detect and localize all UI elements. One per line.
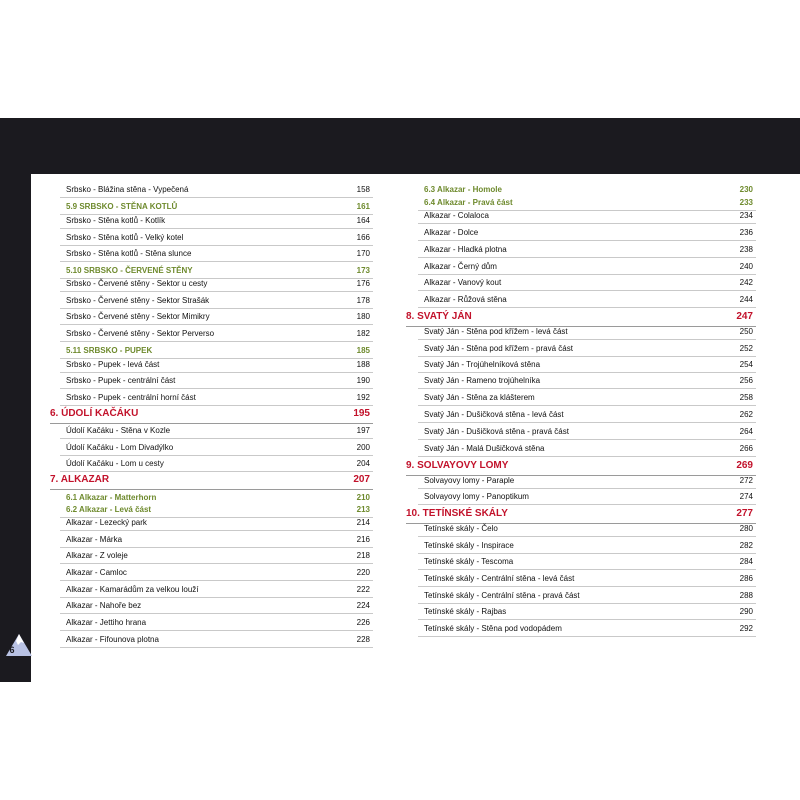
toc-entry-row xyxy=(424,475,753,486)
row-divider xyxy=(60,471,373,472)
toc-entry-page: 269 xyxy=(736,460,753,471)
toc-entry-title: Svatý Ján - Dušičková stěna - levá část xyxy=(424,410,564,419)
toc-entry-title: 6.2 Alkazar - Levá část xyxy=(66,505,152,514)
toc-entry-row xyxy=(424,540,753,551)
toc-entry-title: Svatý Ján - Dušičková stěna - pravá část xyxy=(424,427,569,436)
toc-entry-title: Solvayovy lomy - Panoptikum xyxy=(424,492,529,501)
row-divider xyxy=(418,257,756,258)
row-divider xyxy=(418,290,756,291)
toc-chapter-row xyxy=(406,459,753,472)
toc-entry-page: 218 xyxy=(356,551,370,560)
toc-entry-row xyxy=(424,409,753,420)
row-divider xyxy=(60,197,373,198)
toc-section-row xyxy=(66,265,370,276)
toc-entry-page: 272 xyxy=(739,476,753,485)
toc-entry-page: 264 xyxy=(739,427,753,436)
toc-entry-title: Alkazar - Márka xyxy=(66,535,123,544)
toc-entry-page: 250 xyxy=(739,327,753,336)
left-dark-band xyxy=(0,118,31,682)
row-divider xyxy=(60,261,373,262)
toc-entry-row xyxy=(424,326,753,337)
toc-entry-row xyxy=(424,523,753,534)
row-divider xyxy=(418,619,756,620)
toc-entry-page: 224 xyxy=(356,601,370,610)
toc-entry-title: Tetínské skály - Inspirace xyxy=(424,541,514,550)
row-divider xyxy=(50,489,373,490)
toc-entry-page: 256 xyxy=(739,376,753,385)
row-divider xyxy=(418,422,756,423)
row-divider xyxy=(60,228,373,229)
toc-entry-page: 236 xyxy=(739,228,753,237)
toc-section-row xyxy=(66,492,370,503)
toc-entry-title: Tetínské skály - Čelo xyxy=(424,524,498,533)
toc-entry-title: Alkazar - Dolce xyxy=(424,228,479,237)
toc-entry-row xyxy=(66,600,370,611)
toc-entry-row xyxy=(66,517,370,528)
row-divider xyxy=(418,603,756,604)
toc-entry-page: 192 xyxy=(356,393,370,402)
toc-entry-page: 226 xyxy=(356,618,370,627)
toc-entry-title: Alkazar - Fifounova plotna xyxy=(66,635,159,644)
toc-entry-row xyxy=(66,359,370,370)
toc-section-row xyxy=(424,184,753,195)
toc-entry-title: Alkazar - Růžová stěna xyxy=(424,295,507,304)
toc-entry-title: Srbsko - Pupek - levá část xyxy=(66,360,160,369)
toc-entry-title: Srbsko - Pupek - centrální horní část xyxy=(66,393,196,402)
row-divider xyxy=(60,308,373,309)
toc-entry-page: 185 xyxy=(356,346,370,355)
toc-entry-title: Svatý Ján - Rameno trojúhelníka xyxy=(424,376,541,385)
toc-entry-page: 247 xyxy=(736,311,753,322)
row-divider xyxy=(60,324,373,325)
toc-section-row xyxy=(424,197,753,208)
row-divider xyxy=(418,586,756,587)
toc-entry-title: 6. ÚDOLÍ KAČÁKU xyxy=(50,408,139,419)
toc-entry-row xyxy=(66,442,370,453)
toc-entry-title: Alkazar - Jettiho hrana xyxy=(66,618,147,627)
toc-entry-title: Srbsko - Červené stěny - Sektor Strašák xyxy=(66,296,210,305)
toc-entry-page: 166 xyxy=(356,233,370,242)
toc-entry-page: 195 xyxy=(353,408,370,419)
toc-entry-row xyxy=(66,328,370,339)
toc-entry-title: 8. SVATÝ JÁN xyxy=(406,311,472,322)
toc-entry-title: Alkazar - Lezecký park xyxy=(66,518,147,527)
toc-entry-page: 190 xyxy=(356,376,370,385)
toc-entry-page: 180 xyxy=(356,312,370,321)
toc-entry-row xyxy=(66,617,370,628)
toc-entry-title: Údolí Kačáku - Stěna v Kozle xyxy=(66,426,171,435)
toc-entry-row xyxy=(424,210,753,221)
row-divider xyxy=(60,291,373,292)
toc-entry-page: 210 xyxy=(356,493,370,502)
toc-entry-row xyxy=(424,443,753,454)
toc-entry-page: 242 xyxy=(739,278,753,287)
toc-entry-page: 266 xyxy=(739,444,753,453)
toc-entry-title: Alkazar - Z voleje xyxy=(66,551,128,560)
top-dark-band xyxy=(0,118,800,174)
row-divider xyxy=(60,245,373,246)
toc-entry-page: 173 xyxy=(356,266,370,275)
toc-entry-row xyxy=(424,277,753,288)
toc-entry-row xyxy=(424,227,753,238)
row-divider xyxy=(418,405,756,406)
toc-entry-title: Srbsko - Pupek - centrální část xyxy=(66,376,176,385)
row-divider xyxy=(418,488,756,489)
row-divider xyxy=(418,536,756,537)
toc-entry-row xyxy=(66,375,370,386)
row-divider xyxy=(60,530,373,531)
toc-section-row xyxy=(66,201,370,212)
toc-entry-page: 252 xyxy=(739,344,753,353)
toc-entry-title: Tetínské skály - Stěna pod vodopádem xyxy=(424,624,562,633)
row-divider xyxy=(60,341,373,342)
toc-entry-page: 282 xyxy=(739,541,753,550)
toc-entry-row xyxy=(66,458,370,469)
toc-entry-page: 277 xyxy=(736,508,753,519)
toc-entry-row xyxy=(66,215,370,226)
toc-entry-title: Svatý Ján - Stěna za klášterem xyxy=(424,393,535,402)
toc-entry-page: 188 xyxy=(356,360,370,369)
toc-chapter-row xyxy=(50,473,370,486)
row-divider xyxy=(418,372,756,373)
row-divider xyxy=(418,388,756,389)
toc-entry-title: 6.3 Alkazar - Homole xyxy=(424,185,502,194)
toc-entry-page: 197 xyxy=(356,426,370,435)
toc-entry-row xyxy=(66,567,370,578)
toc-entry-page: 292 xyxy=(739,624,753,633)
toc-entry-title: Srbsko - Červené stěny - Sektor Perverso xyxy=(66,329,215,338)
toc-entry-page: 230 xyxy=(739,185,753,194)
toc-entry-row xyxy=(424,375,753,386)
toc-entry-title: Alkazar - Colaloca xyxy=(424,211,489,220)
toc-entry-page: 207 xyxy=(353,474,370,485)
row-divider xyxy=(418,339,756,340)
toc-entry-row xyxy=(424,573,753,584)
row-divider xyxy=(60,630,373,631)
toc-entry-title: Údolí Kačáku - Lom u cesty xyxy=(66,459,164,468)
toc-entry-page: 176 xyxy=(356,279,370,288)
toc-entry-title: 5.11 SRBSKO - PUPEK xyxy=(66,346,153,355)
toc-entry-row xyxy=(424,491,753,502)
row-divider xyxy=(418,553,756,554)
toc-entry-title: Svatý Ján - Stěna pod křížem - pravá část xyxy=(424,344,573,353)
row-divider xyxy=(60,372,373,373)
toc-entry-row xyxy=(424,261,753,272)
toc-entry-row xyxy=(66,634,370,645)
toc-section-row xyxy=(66,345,370,356)
toc-entry-page: 238 xyxy=(739,245,753,254)
toc-entry-row xyxy=(66,232,370,243)
toc-entry-title: Tetínské skály - Tescoma xyxy=(424,557,514,566)
toc-entry-page: 214 xyxy=(356,518,370,527)
toc-entry-page: 222 xyxy=(356,585,370,594)
toc-entry-row xyxy=(66,184,370,195)
toc-chapter-row xyxy=(406,310,753,323)
toc-entry-row xyxy=(424,590,753,601)
toc-entry-title: 6.1 Alkazar - Matterhorn xyxy=(66,493,157,502)
toc-entry-title: Srbsko - Stěna kotlů - Kotlík xyxy=(66,216,166,225)
row-divider xyxy=(60,388,373,389)
toc-entry-title: Alkazar - Camloc xyxy=(66,568,127,577)
toc-entry-row xyxy=(66,392,370,403)
toc-entry-page: 200 xyxy=(356,443,370,452)
toc-entry-row xyxy=(424,343,753,354)
toc-entry-row xyxy=(424,294,753,305)
toc-entry-title: Svatý Ján - Stěna pod křížem - levá část xyxy=(424,327,568,336)
row-divider xyxy=(60,563,373,564)
toc-entry-page: 228 xyxy=(356,635,370,644)
toc-entry-title: 10. TETÍNSKÉ SKÁLY xyxy=(406,508,508,519)
toc-entry-row xyxy=(424,556,753,567)
toc-entry-row xyxy=(424,359,753,370)
toc-entry-title: Srbsko - Stěna kotlů - Velký kotel xyxy=(66,233,184,242)
toc-entry-row xyxy=(66,425,370,436)
toc-entry-row xyxy=(424,244,753,255)
row-divider xyxy=(60,455,373,456)
toc-entry-page: 158 xyxy=(356,185,370,194)
toc-entry-row xyxy=(66,534,370,545)
toc-entry-title: Alkazar - Černý dům xyxy=(424,262,497,271)
toc-entry-page: 178 xyxy=(356,296,370,305)
toc-entry-page: 240 xyxy=(739,262,753,271)
row-divider xyxy=(418,307,756,308)
toc-entry-page: 254 xyxy=(739,360,753,369)
toc-entry-page: 274 xyxy=(739,492,753,501)
toc-section-row xyxy=(66,504,370,515)
toc-entry-title: Svatý Ján - Trojúhelníková stěna xyxy=(424,360,541,369)
row-divider xyxy=(60,647,373,648)
toc-entry-title: Tetínské skály - Centrální stěna - levá část xyxy=(424,574,575,583)
row-divider xyxy=(418,504,756,505)
toc-entry-page: 258 xyxy=(739,393,753,402)
row-divider xyxy=(418,636,756,637)
row-divider xyxy=(418,569,756,570)
toc-entry-page: 262 xyxy=(739,410,753,419)
row-divider xyxy=(60,438,373,439)
toc-entry-title: Srbsko - Červené stěny - Sektor u cesty xyxy=(66,279,208,288)
toc-entry-title: Alkazar - Hladká plotna xyxy=(424,245,507,254)
toc-entry-row xyxy=(424,392,753,403)
toc-entry-title: Tetínské skály - Centrální stěna - pravá část xyxy=(424,591,580,600)
toc-entry-row xyxy=(66,248,370,259)
row-divider xyxy=(60,613,373,614)
toc-entry-title: Solvayovy lomy - Paraple xyxy=(424,476,515,485)
toc-entry-page: 280 xyxy=(739,524,753,533)
toc-entry-title: 9. SOLVAYOVY LOMY xyxy=(406,460,509,471)
toc-entry-page: 182 xyxy=(356,329,370,338)
toc-entry-row xyxy=(424,426,753,437)
toc-entry-page: 216 xyxy=(356,535,370,544)
page-number: 6 xyxy=(9,645,15,655)
toc-entry-page: 170 xyxy=(356,249,370,258)
toc-entry-page: 161 xyxy=(356,202,370,211)
toc-entry-title: Alkazar - Nahoře bez xyxy=(66,601,142,610)
toc-entry-title: Alkazar - Vanový kout xyxy=(424,278,502,287)
toc-entry-page: 164 xyxy=(356,216,370,225)
toc-entry-title: Alkazar - Kamarádům za velkou louží xyxy=(66,585,199,594)
toc-entry-page: 288 xyxy=(739,591,753,600)
toc-entry-page: 220 xyxy=(356,568,370,577)
toc-entry-title: Údolí Kačáku - Lom Divadýlko xyxy=(66,443,174,452)
toc-entry-title: 5.9 SRBSKO - STĚNA KOTLŮ xyxy=(66,202,178,211)
toc-entry-row xyxy=(66,295,370,306)
toc-entry-row xyxy=(424,623,753,634)
toc-entry-page: 213 xyxy=(356,505,370,514)
toc-entry-row xyxy=(66,278,370,289)
toc-entry-page: 234 xyxy=(739,211,753,220)
row-divider xyxy=(418,274,756,275)
row-divider xyxy=(60,580,373,581)
row-divider xyxy=(418,356,756,357)
row-divider xyxy=(418,240,756,241)
toc-entry-row xyxy=(66,311,370,322)
toc-entry-title: 7. ALKAZAR xyxy=(50,474,110,485)
toc-entry-title: 5.10 SRBSKO - ČERVENÉ STĚNY xyxy=(66,266,193,275)
row-divider xyxy=(50,423,373,424)
toc-entry-page: 244 xyxy=(739,295,753,304)
toc-chapter-row xyxy=(50,407,370,420)
toc-entry-title: Srbsko - Červené stěny - Sektor Mimikry xyxy=(66,312,210,321)
toc-entry-row xyxy=(424,606,753,617)
toc-entry-page: 204 xyxy=(356,459,370,468)
row-divider xyxy=(418,439,756,440)
toc-entry-row xyxy=(66,550,370,561)
row-divider xyxy=(418,456,756,457)
row-divider xyxy=(418,223,756,224)
toc-entry-page: 290 xyxy=(739,607,753,616)
toc-entry-page: 284 xyxy=(739,557,753,566)
toc-entry-title: Srbsko - Blážina stěna - Vypečená xyxy=(66,185,189,194)
row-divider xyxy=(60,405,373,406)
toc-entry-title: Tetínské skály - Rajbas xyxy=(424,607,507,616)
toc-entry-page: 233 xyxy=(739,198,753,207)
toc-entry-title: Svatý Ján - Malá Dušičková stěna xyxy=(424,444,545,453)
toc-entry-page: 286 xyxy=(739,574,753,583)
row-divider xyxy=(60,597,373,598)
toc-entry-title: Srbsko - Stěna kotlů - Stěna slunce xyxy=(66,249,192,258)
toc-entry-row xyxy=(66,584,370,595)
row-divider xyxy=(60,547,373,548)
toc-entry-title: 6.4 Alkazar - Pravá část xyxy=(424,198,513,207)
toc-chapter-row xyxy=(406,507,753,520)
